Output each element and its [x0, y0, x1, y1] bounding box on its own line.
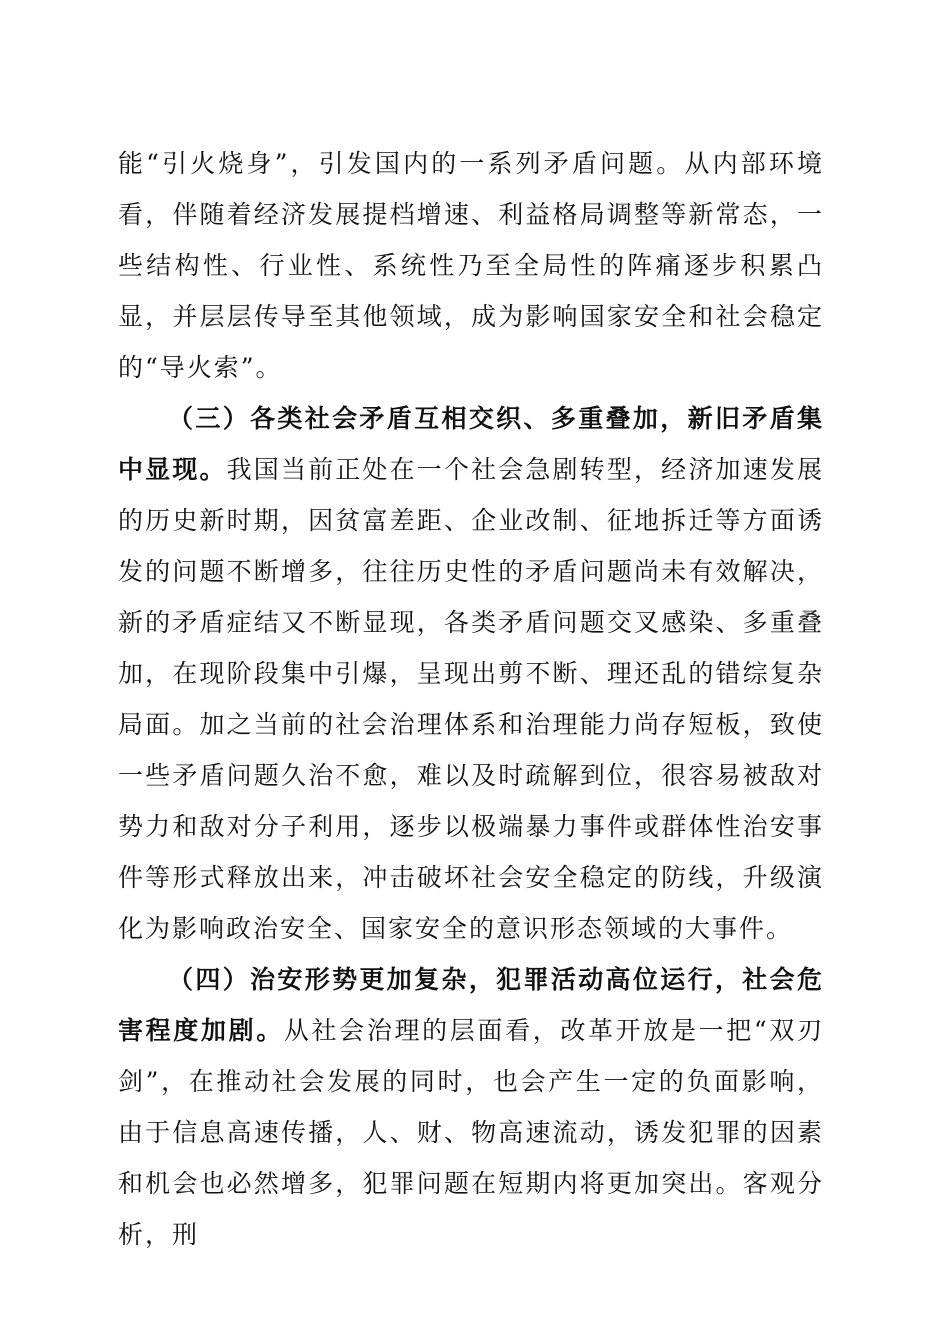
document-body: [118, 138, 824, 1260]
paragraph-text: 我国当前正处在一个社会急剧转型，经济加速发展的历史新时期，因贫富差距、企业改制、征地拆迁等方面诱发的问题不断增多，往往历史性的矛盾问题尚未有效解决，新的矛盾症结又不断显现，各类矛盾问题交叉感染、多重叠加，在现阶段集中引爆，呈现出剪不断、理还乱的错综复杂局面。加之当前的社会治理体系和治理能力尚存短板，致使一些矛盾问题久治不愈，难以及时疏解到位，很容易被敌对势力和敌对分子利用，逐步以极端暴力事件或群体性治安事件等形式释放出来，冲击破坏社会安全稳定的防线，升级演化为影响政治安全、国家安全的意识形态领域的大事件。: [118, 455, 824, 943]
paragraph-text: 能“引火烧身”，引发国内的一系列矛盾问题。从内部环境看，伴随着经济发展提档增速、利益格局调整等新常态，一些结构性、行业性、系统性乃至全局性的阵痛逐步积累凸显，并层层传导至其他领域，成为影响国家安全和社会稳定的“导火索”。: [118, 149, 824, 382]
section-heading: （三）各类社会矛盾互相交织、多重叠加，新旧矛盾集中显现。: [118, 404, 824, 484]
paragraph-section-4: [118, 954, 824, 1260]
paragraph-section-3: [118, 393, 824, 954]
paragraph-continuation: [118, 138, 824, 393]
paragraph-text: 从社会治理的层面看，改革开放是一把“双刃剑”，在推动社会发展的同时，也会产生一定的负面影响，由于信息高速传播，人、财、物高速流动，诱发犯罪的因素和机会也必然增多，犯罪问题在短期内将更加突出。客观分析，刑: [118, 1016, 824, 1249]
section-heading: （四）治安形势更加复杂，犯罪活动高位运行，社会危害程度加剧。: [118, 965, 824, 1045]
